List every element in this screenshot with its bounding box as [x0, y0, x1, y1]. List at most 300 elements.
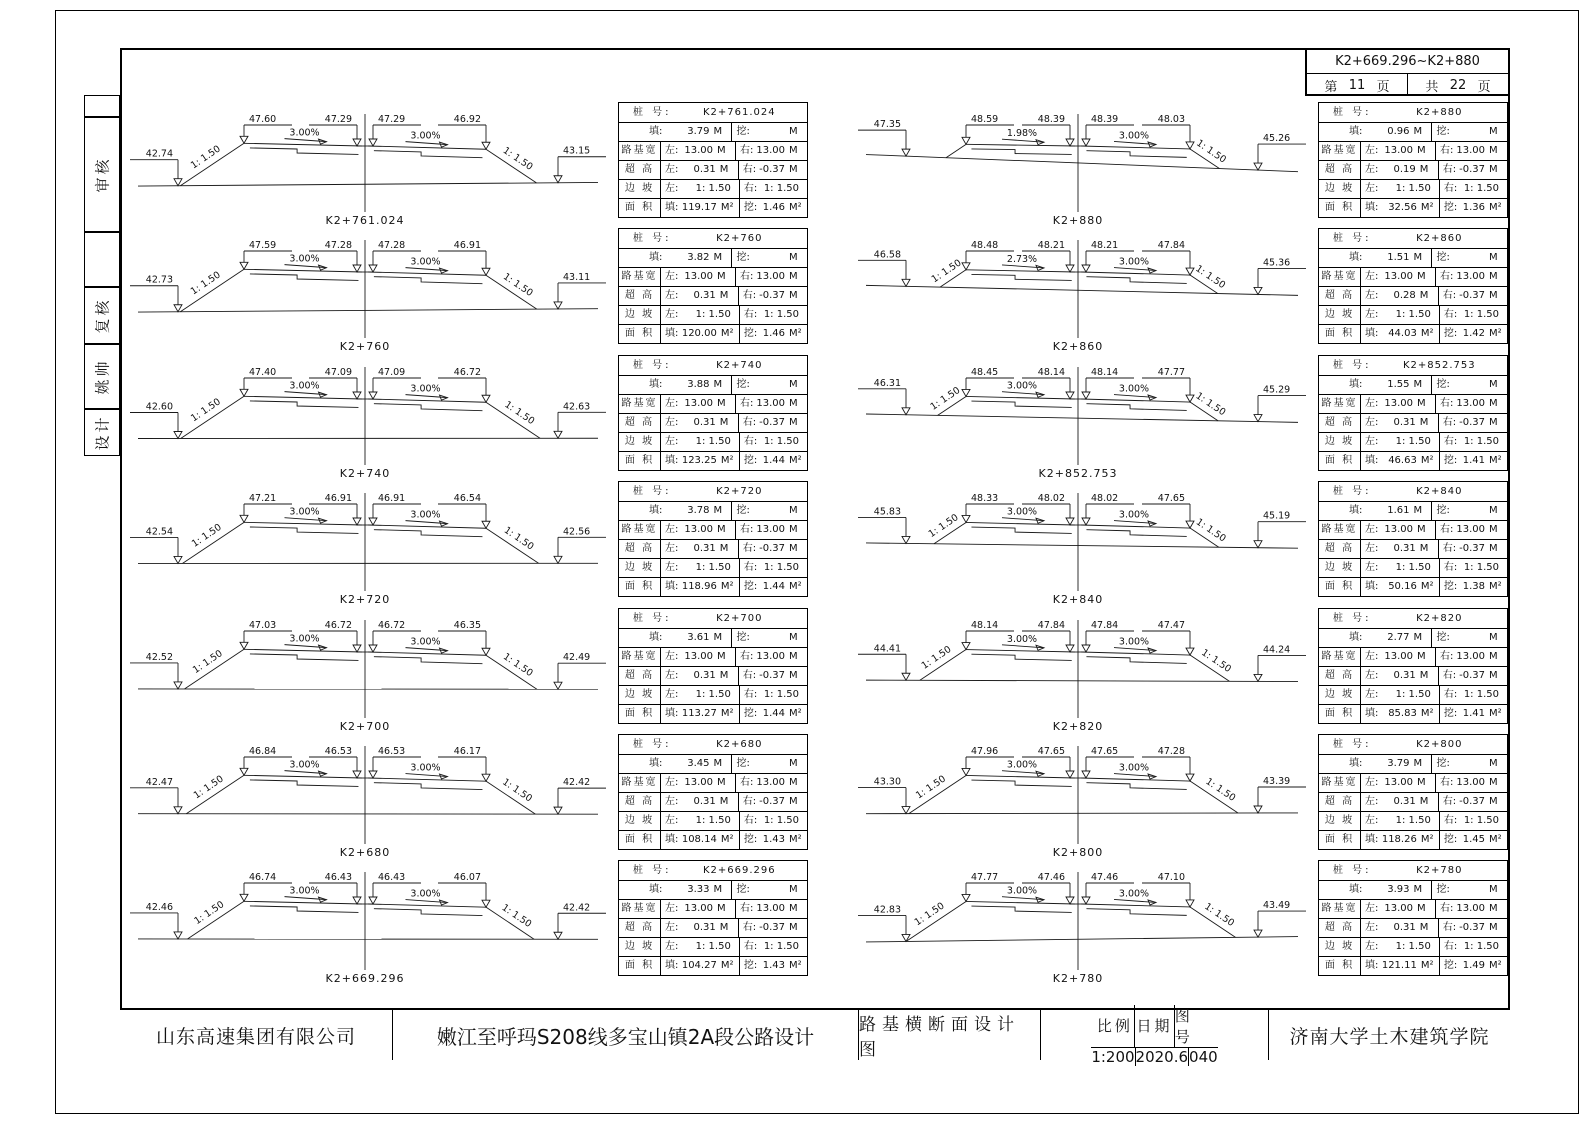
cell-value: 13.00	[1384, 777, 1413, 788]
section-table-K2+800	[1318, 734, 1508, 850]
cell-label: 左:	[665, 271, 679, 282]
cell-value: 0.31	[1393, 543, 1416, 554]
cell-label: 右:	[1439, 145, 1454, 156]
cell-unit: M	[1489, 126, 1498, 137]
row-header: 路基宽	[1319, 395, 1361, 413]
cell-label: 左:	[665, 651, 679, 662]
elevation-label: 47.29	[324, 114, 352, 125]
cell-label: 右:	[1442, 417, 1457, 428]
row-header: 路基宽	[619, 395, 661, 413]
margin-reviewer-name	[84, 344, 120, 409]
elevation-label: 47.84	[1037, 620, 1065, 631]
cell-unit: M²	[1489, 834, 1502, 845]
cell-unit: M	[789, 271, 798, 282]
stake-label: 桩 号:	[1333, 232, 1372, 244]
cell-label: 右:	[1443, 183, 1458, 194]
stake-label: 桩 号:	[633, 738, 672, 750]
cross-section-K2+761.024	[128, 100, 608, 227]
section-table-K2+840	[1318, 481, 1508, 597]
table-row-area	[619, 956, 807, 975]
cell-label: 右:	[1442, 922, 1457, 933]
row-header: 超 高	[1319, 793, 1361, 811]
cell-value: 0.31	[693, 543, 716, 554]
elevation-label: 44.41	[873, 643, 901, 655]
table-row-area	[619, 198, 807, 217]
cell-unit: M	[789, 145, 798, 156]
cell-label: 挖:	[1436, 505, 1450, 516]
stake-label: 桩 号:	[1333, 359, 1372, 371]
table-row-area	[1319, 830, 1507, 849]
cell-value: -0.37	[759, 796, 785, 807]
cross-slope-label: 3.00%	[1006, 380, 1038, 392]
table-row-stake	[619, 229, 807, 248]
table-row-side-slope	[619, 937, 807, 956]
cell-value: 13.00	[756, 651, 785, 662]
cell-unit: M	[713, 252, 723, 263]
row-header: 路基宽	[619, 774, 661, 792]
project-name: 嫩江至呼玛S208线多宝山镇2A段公路设计	[392, 1010, 858, 1060]
cell-unit: M²	[720, 202, 734, 213]
cell-label: 填:	[1365, 455, 1379, 466]
table-row-side-slope	[1319, 558, 1507, 577]
cross-slope-label: 3.00%	[289, 380, 320, 392]
cell-unit: M	[716, 903, 726, 914]
side-slope-label: 1: 1.50	[1199, 647, 1234, 675]
table-row-fill-cut	[619, 880, 807, 899]
stake-value: K2+800	[1416, 738, 1463, 750]
cell-value: 3.78	[687, 505, 710, 516]
table-row-area	[1319, 324, 1507, 343]
cell-value: 1: 1.50	[763, 941, 799, 952]
section-stake-label: K2+700	[339, 720, 391, 733]
cell-unit: M	[1419, 164, 1429, 175]
cell-value: 1: 1.50	[695, 815, 731, 826]
cell-label: 挖:	[736, 884, 750, 895]
cross-slope-label: 3.00%	[289, 506, 320, 518]
section-table-K2+820	[1318, 608, 1508, 724]
elevation-label: 47.28	[378, 240, 406, 251]
cell-value: 1: 1.50	[695, 562, 731, 573]
cell-unit: M	[1413, 505, 1423, 516]
cell-value: 1: 1.50	[695, 183, 731, 194]
cross-slope-label: 3.00%	[410, 383, 441, 395]
cell-value: 0.96	[1387, 126, 1410, 137]
cell-value: 1: 1.50	[1463, 436, 1499, 447]
cell-label: 左:	[1365, 903, 1379, 914]
cell-unit: M	[1419, 290, 1429, 301]
cell-unit: M	[719, 670, 729, 681]
side-slope-label: 1: 1.50	[1202, 901, 1237, 929]
cell-label: 右:	[1439, 524, 1454, 535]
cell-label: 挖:	[743, 202, 758, 213]
table-row-fill-cut	[1319, 628, 1507, 647]
cell-unit: M	[1489, 777, 1498, 788]
table-row-area	[1319, 956, 1507, 975]
section-table-K2+680	[618, 734, 808, 850]
cell-value: 13.00	[756, 903, 785, 914]
row-header: 路基宽	[619, 268, 661, 286]
cell-unit: M	[1489, 417, 1498, 428]
cell-unit: M	[1416, 903, 1426, 914]
cell-value: 3.33	[687, 884, 710, 895]
cell-label: 右:	[739, 903, 754, 914]
cell-value: 13.00	[684, 398, 713, 409]
drawing-name: 路基横断面设计图	[858, 1010, 1040, 1060]
cell-label: 填:	[649, 632, 663, 643]
cell-unit: M	[1489, 398, 1498, 409]
cell-unit: M²	[789, 960, 802, 971]
cell-unit: M²	[1420, 581, 1434, 592]
stake-label: 桩 号:	[633, 485, 672, 497]
row-header: 路基宽	[1319, 900, 1361, 918]
row-header: 面 积	[619, 199, 661, 217]
total-pages-cell	[1407, 74, 1508, 96]
table-row-superelevation	[619, 918, 807, 937]
cell-label: 左:	[1365, 670, 1379, 681]
table-row-side-slope	[619, 179, 807, 198]
elevation-label: 46.91	[378, 493, 406, 504]
cell-label: 左:	[665, 941, 679, 952]
cell-label: 挖:	[736, 252, 750, 263]
cell-value: 1: 1.50	[695, 941, 731, 952]
cell-label: 右:	[742, 796, 757, 807]
table-row-superelevation	[1319, 918, 1507, 937]
stake-value: K2+852.753	[1402, 359, 1476, 371]
date-value: 2020.6	[1135, 1047, 1189, 1066]
elevation-label: 46.72	[453, 367, 481, 378]
row-header: 超 高	[619, 793, 661, 811]
elevation-label: 46.43	[378, 872, 406, 883]
cell-unit: M	[789, 126, 798, 137]
cross-slope-label: 3.00%	[289, 885, 320, 897]
section-stake-label: K2+820	[1052, 720, 1104, 733]
cell-value: 13.00	[684, 903, 713, 914]
cell-value: 0.31	[1393, 417, 1416, 428]
elevation-label: 46.58	[873, 249, 901, 261]
elevation-label: 47.46	[1091, 872, 1119, 883]
table-row-roadbed-width	[619, 141, 807, 160]
elevation-label: 45.26	[1263, 133, 1291, 145]
cell-label: 填:	[649, 884, 663, 895]
cell-label: 右:	[743, 562, 758, 573]
cell-value: 0.31	[693, 164, 716, 175]
cell-label: 挖:	[1436, 126, 1450, 137]
cell-label: 右:	[742, 922, 757, 933]
cross-slope-label: 3.00%	[1006, 633, 1038, 645]
side-slope-label: 1: 1.50	[926, 512, 961, 540]
cell-unit: M²	[720, 708, 734, 719]
table-row-stake	[1319, 482, 1507, 501]
cell-unit: M²	[789, 708, 802, 719]
title-block	[120, 1006, 1510, 1066]
table-row-area	[619, 324, 807, 343]
table-row-area	[619, 704, 807, 723]
elevation-label: 45.29	[1263, 384, 1291, 396]
stake-label: 桩 号:	[1333, 612, 1372, 624]
cell-label: 右:	[1442, 670, 1457, 681]
row-header: 超 高	[1319, 161, 1361, 179]
elevation-label: 48.21	[1091, 240, 1119, 251]
cell-unit: M	[716, 777, 726, 788]
cell-unit: M	[1416, 145, 1426, 156]
cell-unit: M	[1489, 651, 1498, 662]
cross-slope-label: 3.00%	[1118, 888, 1150, 900]
elevation-label: 45.19	[1263, 510, 1291, 522]
cell-unit: M	[719, 164, 729, 175]
cross-slope-label: 3.00%	[1006, 885, 1038, 897]
cell-value: 1.36	[1462, 202, 1485, 213]
stake-value: K2+680	[716, 738, 763, 750]
cell-value: 13.00	[756, 524, 785, 535]
cell-unit: M	[1416, 398, 1426, 409]
cell-value: 1: 1.50	[1395, 689, 1431, 700]
elevation-label: 47.96	[971, 746, 999, 757]
section-stake-label: K2+669.296	[325, 972, 405, 985]
cell-value: 13.00	[684, 145, 713, 156]
side-slope-label: 1: 1.50	[188, 269, 223, 298]
cell-unit: M	[713, 758, 723, 769]
elevation-label: 42.83	[873, 904, 901, 916]
cell-label: 左:	[665, 777, 679, 788]
cell-unit: M	[1489, 164, 1498, 175]
cell-unit: M	[716, 651, 726, 662]
table-row-roadbed-width	[1319, 899, 1507, 918]
cell-unit: M	[1413, 632, 1423, 643]
cell-value: -0.37	[759, 670, 785, 681]
row-header: 边 坡	[619, 938, 661, 956]
cell-label: 左:	[1365, 524, 1379, 535]
elevation-label: 47.09	[378, 367, 406, 378]
cell-value: 1: 1.50	[1463, 941, 1499, 952]
cell-label: 右:	[1442, 543, 1457, 554]
cross-slope-label: 2.73%	[1006, 253, 1038, 265]
table-row-side-slope	[619, 558, 807, 577]
cell-unit: M²	[1420, 455, 1434, 466]
cell-label: 右:	[1439, 651, 1454, 662]
cell-label: 填:	[1349, 505, 1363, 516]
cell-label: 右:	[1442, 164, 1457, 175]
table-row-area	[619, 451, 807, 470]
cross-slope-label: 3.00%	[1006, 759, 1038, 771]
side-slope-label: 1: 1.50	[912, 900, 947, 929]
scale-label: 比例	[1096, 1017, 1133, 1035]
cell-unit: M²	[1489, 581, 1502, 592]
design-label: 设计	[93, 414, 112, 451]
total-pages: 22	[1449, 77, 1467, 93]
cell-value: 0.31	[693, 290, 716, 301]
cell-unit: M	[789, 796, 798, 807]
cell-label: 右:	[1439, 903, 1454, 914]
reviewer-name: 姚帅	[93, 358, 112, 395]
cell-value: 13.00	[1384, 271, 1413, 282]
cell-label: 左:	[665, 670, 679, 681]
elevation-label: 46.17	[453, 746, 481, 757]
table-row-superelevation	[619, 666, 807, 685]
cell-label: 填:	[1365, 202, 1379, 213]
elevation-label: 42.54	[145, 526, 173, 538]
cell-label: 右:	[743, 941, 758, 952]
cell-unit: M	[1419, 796, 1429, 807]
row-header: 边 坡	[619, 433, 661, 451]
cell-unit: M	[1489, 758, 1498, 769]
table-row-roadbed-width	[1319, 141, 1507, 160]
side-slope-label: 1: 1.50	[192, 899, 227, 927]
table-row-stake	[619, 735, 807, 754]
cell-label: 填:	[1349, 252, 1363, 263]
table-row-stake	[1319, 609, 1507, 628]
cell-unit: M	[1419, 670, 1429, 681]
cell-value: 1: 1.50	[695, 436, 731, 447]
side-slope-label: 1: 1.50	[1203, 776, 1238, 804]
cell-value: 13.00	[756, 145, 785, 156]
cell-unit: M	[716, 271, 726, 282]
cell-label: 右:	[1443, 309, 1458, 320]
cross-section-K2+880	[856, 100, 1308, 227]
cell-label: 挖:	[1436, 252, 1450, 263]
cell-value: 0.19	[1393, 164, 1416, 175]
cell-unit: M	[1489, 922, 1498, 933]
cell-value: -0.37	[759, 922, 785, 933]
cell-label: 右:	[742, 670, 757, 681]
cell-label: 填:	[1365, 708, 1379, 719]
table-row-side-slope	[1319, 685, 1507, 704]
table-row-fill-cut	[619, 375, 807, 394]
cell-value: 3.79	[1387, 758, 1410, 769]
cross-slope-label: 3.00%	[1118, 130, 1150, 142]
cell-label: 左:	[1365, 941, 1379, 952]
cell-value: 0.31	[693, 796, 716, 807]
cell-unit: M	[789, 417, 798, 428]
row-header: 面 积	[1319, 199, 1361, 217]
row-header: 边 坡	[1319, 306, 1361, 324]
cell-value: 32.56	[1388, 202, 1417, 213]
cell-value: 1: 1.50	[1395, 815, 1431, 826]
cell-label: 挖:	[736, 505, 750, 516]
cell-value: -0.37	[1459, 417, 1485, 428]
cell-label: 左:	[1365, 796, 1379, 807]
cell-label: 左:	[1365, 777, 1379, 788]
cell-label: 填:	[665, 581, 679, 592]
cell-label: 挖:	[743, 455, 758, 466]
cross-slope-label: 3.00%	[1118, 509, 1150, 521]
table-row-area	[1319, 198, 1507, 217]
cell-value: -0.37	[1459, 922, 1485, 933]
cell-value: 85.83	[1388, 708, 1417, 719]
cell-value: 13.00	[756, 271, 785, 282]
elevation-label: 48.14	[1091, 367, 1119, 378]
cell-unit: M	[789, 651, 798, 662]
row-header: 边 坡	[1319, 686, 1361, 704]
cell-label: 挖:	[1443, 328, 1458, 339]
cell-value: 1.61	[1387, 505, 1410, 516]
margin-blank-cell	[84, 232, 120, 287]
table-row-area	[1319, 577, 1507, 596]
cell-label: 左:	[665, 562, 679, 573]
table-row-area	[1319, 451, 1507, 470]
elevation-label: 47.84	[1091, 620, 1119, 631]
cell-label: 挖:	[1443, 455, 1458, 466]
stake-label: 桩 号:	[633, 612, 672, 624]
total-prefix: 共	[1425, 79, 1439, 95]
row-header: 面 积	[1319, 831, 1361, 849]
elevation-label: 46.43	[324, 872, 352, 883]
cell-unit: M²	[1489, 960, 1502, 971]
cell-value: 123.25	[681, 455, 717, 466]
elevation-label: 47.59	[249, 240, 277, 251]
cell-unit: M	[1489, 505, 1498, 516]
cell-value: 1: 1.50	[1395, 309, 1431, 320]
cell-value: 50.16	[1388, 581, 1417, 592]
row-header: 边 坡	[619, 180, 661, 198]
cell-label: 挖:	[743, 581, 758, 592]
cell-value: 0.31	[1393, 670, 1416, 681]
cell-label: 右:	[742, 164, 757, 175]
cell-unit: M	[719, 543, 729, 554]
table-row-superelevation	[1319, 666, 1507, 685]
table-row-roadbed-width	[619, 394, 807, 413]
stake-value: K2+840	[1416, 485, 1463, 497]
table-row-roadbed-width	[1319, 394, 1507, 413]
row-header: 边 坡	[1319, 433, 1361, 451]
section-stake-label: K2+780	[1052, 972, 1104, 985]
elevation-label: 42.46	[145, 901, 173, 913]
side-slope-label: 1: 1.50	[502, 399, 537, 428]
cross-section-K2+840	[856, 479, 1308, 606]
side-slope-label: 1: 1.50	[500, 271, 535, 300]
row-header: 超 高	[1319, 540, 1361, 558]
table-row-superelevation	[1319, 539, 1507, 558]
cell-value: 1: 1.50	[1463, 689, 1499, 700]
section-table-K2+761.024	[618, 102, 808, 218]
row-header: 面 积	[619, 957, 661, 975]
cell-label: 填:	[665, 834, 679, 845]
cell-unit: M	[789, 670, 798, 681]
table-row-fill-cut	[1319, 122, 1507, 141]
cell-unit: M²	[1420, 708, 1434, 719]
cross-slope-label: 3.00%	[410, 888, 441, 900]
elevation-label: 43.30	[873, 776, 901, 788]
cell-label: 右:	[1442, 290, 1457, 301]
cell-unit: M	[1416, 524, 1426, 535]
cell-label: 左:	[1365, 290, 1379, 301]
row-header: 面 积	[619, 578, 661, 596]
elevation-label: 48.02	[1091, 493, 1119, 504]
cell-label: 填:	[649, 505, 663, 516]
row-header: 面 积	[1319, 325, 1361, 343]
table-row-stake	[1319, 861, 1507, 880]
row-header: 路基宽	[619, 142, 661, 160]
cell-label: 左:	[665, 524, 679, 535]
elevation-label: 46.74	[249, 872, 277, 883]
table-row-roadbed-width	[1319, 773, 1507, 792]
side-slope-label: 1: 1.50	[1193, 390, 1228, 419]
cell-label: 挖:	[743, 960, 758, 971]
cell-label: 左:	[1365, 417, 1379, 428]
cell-label: 右:	[742, 417, 757, 428]
cell-value: 3.88	[687, 379, 710, 390]
cell-unit: M	[1489, 145, 1498, 156]
cross-section-K2+780	[856, 858, 1308, 985]
cell-label: 右:	[1443, 815, 1458, 826]
table-row-side-slope	[1319, 432, 1507, 451]
side-slope-label: 1: 1.50	[928, 384, 963, 413]
cell-value: 1: 1.50	[695, 689, 731, 700]
row-header: 面 积	[619, 705, 661, 723]
elevation-label: 47.29	[378, 114, 406, 125]
cross-slope-label: 3.00%	[1118, 256, 1150, 268]
cell-label: 左:	[1365, 689, 1379, 700]
row-header: 超 高	[1319, 287, 1361, 305]
